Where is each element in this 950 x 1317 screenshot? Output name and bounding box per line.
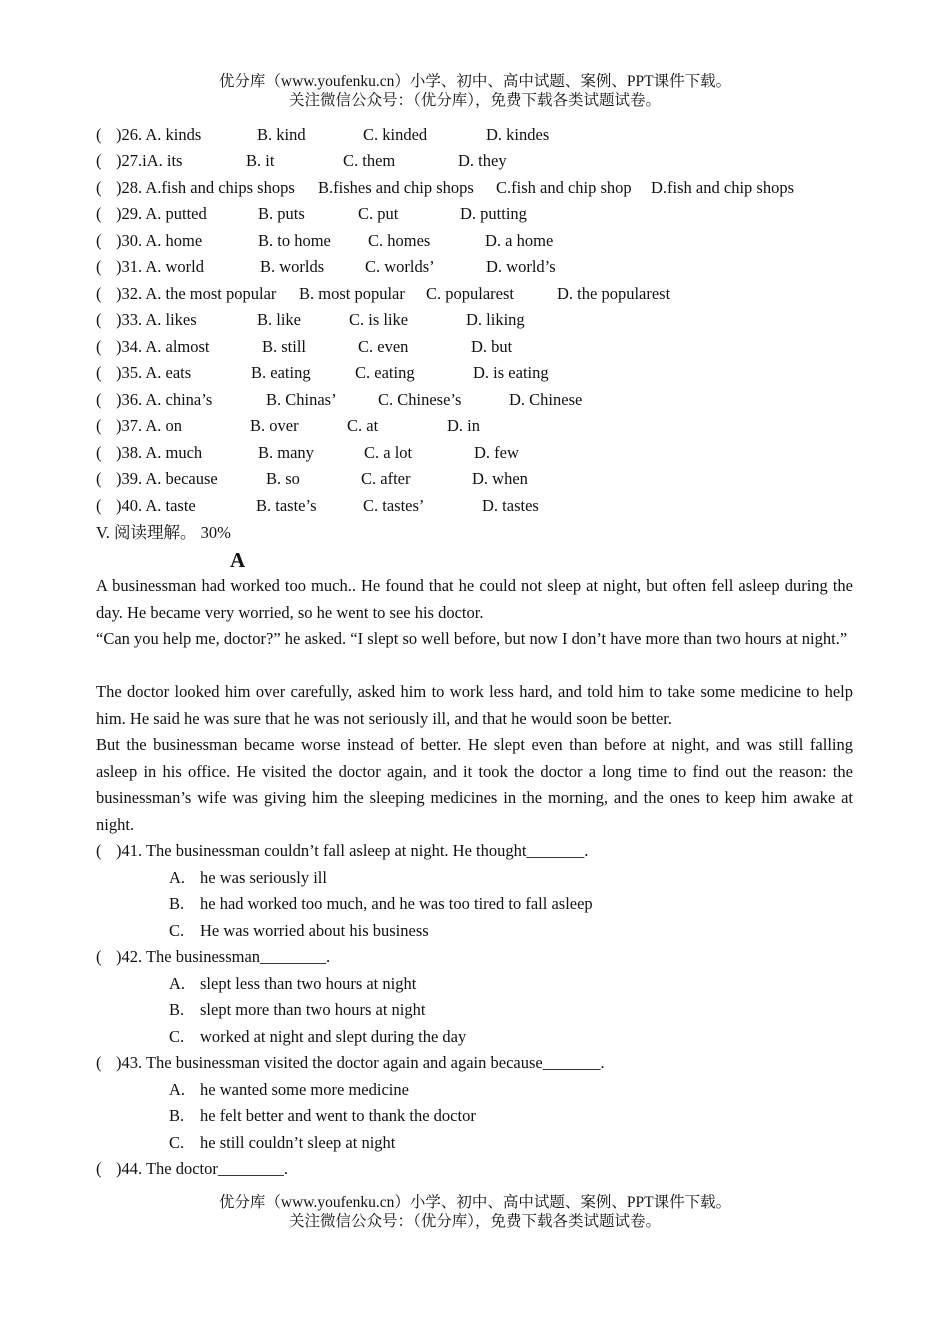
option-d: D. is eating (473, 363, 549, 382)
option-a: )39. A. because (116, 469, 218, 488)
option-c: C.fish and chip shop (496, 178, 632, 197)
option-b: B. still (262, 337, 307, 356)
answer-paren: ( (96, 416, 102, 435)
passage-paragraph-4: But the businessman became worse instead of better. He slept even than before at night, and was still falling asleep in his office. He visited the doctor again, and it took the doctor a long time to find out the reason: the businessman’s wife was giving him the sleeping medicines in the morning, and the ones to keep him awake at night. (96, 735, 853, 834)
answer-paren: ( (96, 204, 102, 223)
option-a: )34. A. almost (116, 337, 210, 356)
option-c: C. even (358, 337, 409, 356)
option-text: he wanted some more medicine (200, 1080, 409, 1099)
option-letter: A. (169, 868, 186, 887)
option-a: )29. A. putted (116, 204, 207, 223)
option-text: he had worked too much, and he was too tired to fall asleep (200, 894, 593, 913)
answer-paren: ( (96, 1159, 102, 1178)
option-a: )38. A. much (116, 443, 203, 462)
option-c: C. is like (349, 310, 409, 329)
option-c: C. eating (355, 363, 415, 382)
option-a: )35. A. eats (116, 363, 192, 382)
answer-paren: ( (96, 125, 102, 144)
option-b: B. over (250, 416, 299, 435)
answer-paren: ( (96, 363, 102, 382)
option-b: B. kind (257, 125, 306, 144)
footer-line-2: 关注微信公众号：（优分库），免费下载各类试题试卷。 (288, 1213, 661, 1230)
option-d: D. but (471, 337, 513, 356)
option-b: B. worlds (260, 257, 325, 276)
option-d: D. few (474, 443, 519, 462)
question-stem: )41. The businessman couldn’t fall asleep at night. He thought_______. (116, 841, 589, 860)
passage-paragraph-2: “Can you help me, doctor?” he asked. “I slept so well before, but now I don’t have more than two hours at night.” (96, 629, 848, 648)
option-d: D. world’s (486, 257, 556, 276)
option-text: He was worried about his business (200, 921, 429, 940)
page-footer (0, 1193, 950, 1231)
option-letter: A. (169, 974, 186, 993)
option-a: )28. A.fish and chips shops (116, 178, 295, 197)
option-b: B. Chinas’ (266, 390, 337, 409)
option-letter: C. (169, 921, 185, 940)
option-b: B. like (257, 310, 301, 329)
option-d: D. they (458, 151, 507, 170)
option-d: D. putting (460, 204, 527, 223)
answer-paren: ( (96, 257, 102, 276)
option-text: he still couldn’t sleep at night (200, 1133, 396, 1152)
option-d: D. kindes (486, 125, 550, 144)
answer-paren: ( (96, 469, 102, 488)
answer-paren: ( (96, 151, 102, 170)
question-stem: )43. The businessman visited the doctor again and again because_______. (116, 1053, 605, 1072)
option-letter: C. (169, 1027, 185, 1046)
option-c: C. homes (368, 231, 431, 250)
header-line-1: 优分库（www.youfenku.cn）小学、初中、高中试题、案例、PPT课件下载。 (218, 73, 732, 90)
answer-paren: ( (96, 496, 102, 515)
option-c: C. popularest (426, 284, 514, 303)
option-d: D. in (447, 416, 480, 435)
option-b: B. puts (258, 204, 305, 223)
option-letter: B. (169, 1000, 185, 1019)
option-a: )33. A. likes (116, 310, 197, 329)
option-b: B. many (258, 443, 314, 462)
question-stem: )42. The businessman________. (116, 947, 331, 966)
option-a: )30. A. home (116, 231, 203, 250)
option-letter: A. (169, 1080, 186, 1099)
option-text: slept less than two hours at night (200, 974, 417, 993)
option-d: D. a home (485, 231, 554, 250)
option-a: )40. A. taste (116, 496, 196, 515)
option-c: C. them (343, 151, 396, 170)
option-b: B. it (246, 151, 275, 170)
option-b: B. most popular (299, 284, 405, 303)
footer-line-1: 优分库（www.youfenku.cn）小学、初中、高中试题、案例、PPT课件下载。 (218, 1194, 732, 1211)
option-c: C. kinded (363, 125, 428, 144)
option-c: C. after (361, 469, 411, 488)
option-text: he felt better and went to thank the doctor (200, 1106, 476, 1125)
option-b: B. taste’s (256, 496, 317, 515)
answer-paren: ( (96, 390, 102, 409)
option-b: B. so (266, 469, 300, 488)
option-b: B.fishes and chip shops (318, 178, 474, 197)
option-a: )26. A. kinds (116, 125, 202, 144)
answer-paren: ( (96, 231, 102, 250)
option-d: D. when (472, 469, 528, 488)
option-d: D. tastes (482, 496, 539, 515)
answer-paren: ( (96, 947, 102, 966)
answer-paren: ( (96, 178, 102, 197)
passage-paragraph-3: The doctor looked him over carefully, asked him to work less hard, and told him to take some medicine to help him. He said he was sure that he was not seriously ill, and that he would soon be better. (96, 682, 853, 728)
answer-paren: ( (96, 1053, 102, 1072)
option-c: C. a lot (364, 443, 413, 462)
option-d: D.fish and chip shops (651, 178, 794, 197)
answer-paren: ( (96, 337, 102, 356)
option-letter: B. (169, 1106, 185, 1125)
section-title: V. 阅读理解。 30% (96, 523, 231, 542)
option-letter: B. (169, 894, 185, 913)
option-a: )36. A. china’s (116, 390, 213, 409)
answer-paren: ( (96, 841, 102, 860)
option-c: C. at (347, 416, 379, 435)
answer-paren: ( (96, 310, 102, 329)
option-c: C. Chinese’s (378, 390, 462, 409)
option-a: )31. A. world (116, 257, 204, 276)
option-b: B. to home (258, 231, 331, 250)
option-text: slept more than two hours at night (200, 1000, 426, 1019)
option-text: he was seriously ill (200, 868, 327, 887)
option-d: D. Chinese (509, 390, 583, 409)
header-line-2: 关注微信公众号：（优分库），免费下载各类试题试卷。 (288, 92, 661, 109)
option-c: C. put (358, 204, 399, 223)
option-d: D. liking (466, 310, 525, 329)
answer-paren: ( (96, 443, 102, 462)
question-stem: )44. The doctor________. (116, 1159, 289, 1178)
passage-label: A (230, 548, 246, 572)
passage-paragraph-1: A businessman had worked too much.. He found that he could not sleep at night, but often fell asleep during the day. He became very worried, so he went to see his doctor. (96, 576, 853, 622)
option-c: C. worlds’ (365, 257, 435, 276)
option-d: D. the popularest (557, 284, 671, 303)
option-a: )27.iA. its (116, 151, 183, 170)
option-a: )32. A. the most popular (116, 284, 277, 303)
option-letter: C. (169, 1133, 185, 1152)
option-b: B. eating (251, 363, 311, 382)
option-a: )37. A. on (116, 416, 182, 435)
page-header (0, 72, 950, 110)
option-text: worked at night and slept during the day (200, 1027, 467, 1046)
option-c: C. tastes’ (363, 496, 425, 515)
answer-paren: ( (96, 284, 102, 303)
